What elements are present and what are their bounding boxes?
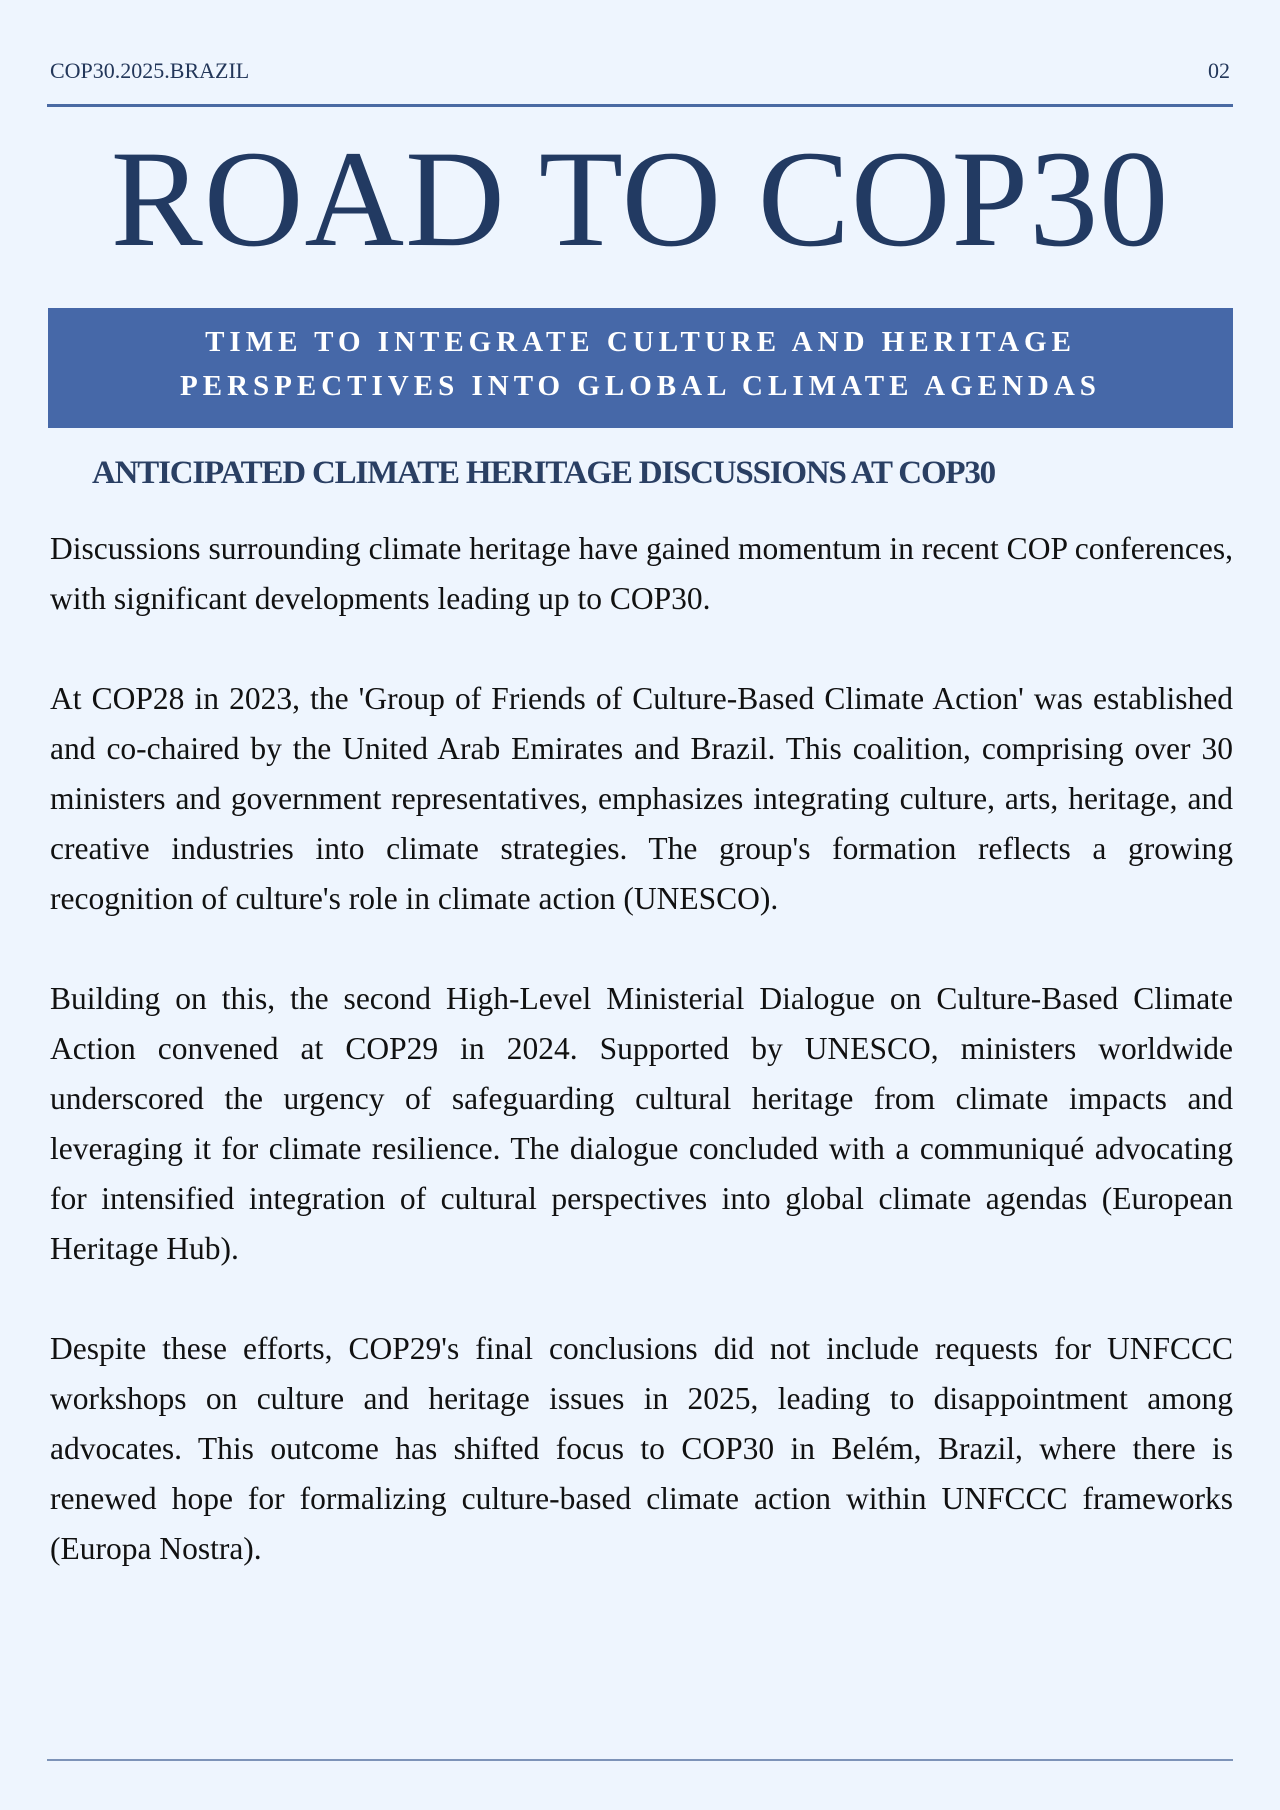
paragraph: Building on this, the second High-Level Ministerial Dialogue on Culture-Based Climate Action convened at COP29 in 2024. Supported by UNESCO, ministers worldwide underscored the urgency of safeguarding cultural heritage from climate impacts and leveraging it for climate resilience. The dialogue concluded with a communiqué advocating for intensified integration of cultural perspectives into global climate agendas (European Heritage Hub). (50, 981, 1233, 1266)
banner-line-1: TIME TO INTEGRATE CULTURE AND HERITAGE (205, 326, 1076, 358)
section-heading: ANTICIPATED CLIMATE HERITAGE DISCUSSIONS AT COP30 (92, 455, 995, 491)
header-label: COP30.2025.BRAZIL (50, 58, 250, 83)
page-number: 02 (1208, 58, 1230, 83)
banner-line-2: PERSPECTIVES INTO GLOBAL CLIMATE AGENDAS (180, 370, 1101, 402)
paragraph: At COP28 in 2023, the 'Group of Friends of Culture-Based Climate Action' was established and co-chaired by the United Arab Emirates and Brazil. This coalition, comprising over 30 ministers and government representatives, emphasizes integrating culture, arts, heritage, and creative industries into climate strategies. The group's formation reflects a growing recognition of culture's role in climate action (UNESCO). (50, 681, 1233, 916)
top-divider (47, 104, 1233, 107)
subtitle-banner (48, 308, 1233, 428)
body-text (50, 524, 1233, 1624)
running-header (50, 58, 1230, 84)
paragraph: Despite these efforts, COP29's final conclusions did not include requests for UNFCCC workshops on culture and heritage issues in 2025, leading to disappointment among advocates. This outcome has shifted focus to COP30 in Belém, Brazil, where there is renewed hope for formalizing culture-based climate action within UNFCCC frameworks (Europa Nostra). (50, 1331, 1233, 1566)
paragraph: Discussions surrounding climate heritage have gained momentum in recent COP conferences, with significant developments leading up to COP30. (50, 531, 1233, 616)
page-title: ROAD TO COP30 (110, 122, 1170, 275)
bottom-divider (47, 1759, 1233, 1761)
